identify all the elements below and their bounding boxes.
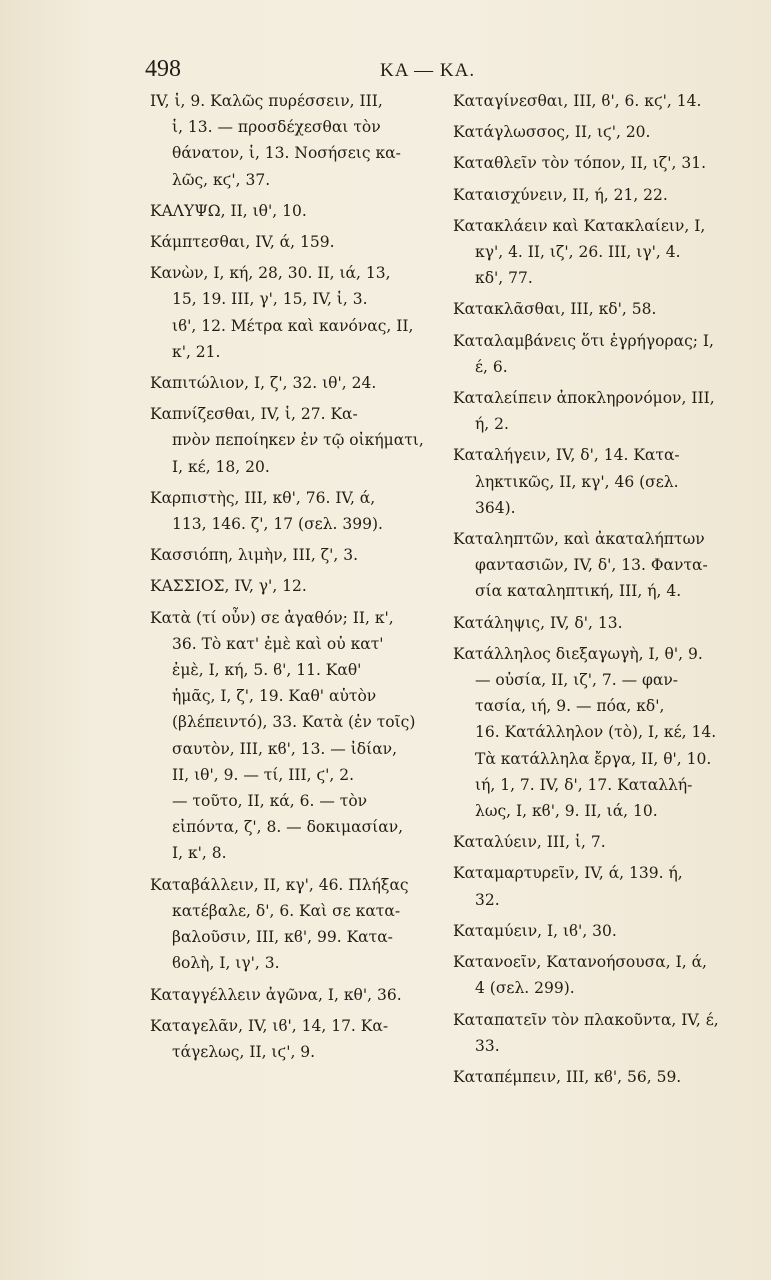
index-entry [453,150,753,176]
index-entry-line: 15, 19. III, γ', 15, IV, ἱ, 3. [172,290,368,309]
index-entry [453,610,753,636]
index-entry-line: ιή, 1, 7. IV, δ', 17. Καταλλή- [475,775,693,794]
running-head: ΚΑ — ΚΑ. [380,60,476,81]
index-entry-line: λως, I, κϐ', 9. II, ιά, 10. [475,802,658,821]
page-header [145,56,745,90]
index-entry-line: Κατάληψις, IV, δ', 13. [453,613,623,632]
index-entry-line: Καταλαμβάνεις ὅτι ἐγρήγορας; I, [453,331,714,350]
index-entry-line: Τὰ κατάλληλα ἔργα, II, θ', 10. [475,749,712,768]
index-entry [150,982,442,1008]
index-entry-line: IV, ἱ, 9. Καλῶς πυρέσσειν, III, [150,92,383,110]
index-entry [150,88,442,193]
index-entry [453,88,753,114]
index-entry-line: 113, 146. ζ', 17 (σελ. 399). [172,515,383,534]
index-entry-line: Καταλήγειν, IV, δ', 14. Κατα- [453,446,680,465]
index-entry [453,296,753,322]
index-entry-line: Καταγίνεσθαι, III, ϐ', 6. κϛ', 14. [453,92,702,110]
index-entry-line: σία καταληπτική, III, ή, 4. [475,582,682,601]
index-entry-line: 4 (σελ. 299). [475,979,575,998]
index-entry-line: κατέβαλε, δ', 6. Καὶ σε κατα- [172,901,401,920]
index-entry-line: 364). [475,498,516,517]
index-entry-line: Καρπιστὴς, III, κθ', 76. IV, ά, [150,488,376,507]
index-entry [150,872,442,977]
index-entry-line: Καταγγέλλειν ἀγῶνα, I, κθ', 36. [150,985,402,1004]
index-entry [150,573,442,599]
index-entry-line: ληκτικῶς, II, κγ', 46 (σελ. [475,472,679,491]
index-entry-line: 33. [475,1036,500,1055]
index-entry-line: σαυτὸν, III, κϐ', 13. — ἰδίαν, [172,739,398,758]
index-entry-line: Καταβάλλειν, II, κγ', 46. Πλήξας [150,875,409,894]
index-column-left [150,88,442,1070]
index-entry-line: ΚΑΛΥΨΩ, II, ιθ', 10. [150,201,307,220]
index-entry [150,485,442,537]
index-entry-line: 16. Κατάλληλον (τὸ), I, κέ, 14. [475,723,717,742]
index-entry-line: I, κ', 8. [172,844,227,863]
index-entry-line: Κατάλληλος διεξαγωγὴ, I, θ', 9. [453,644,703,663]
index-entry [453,526,753,605]
index-entry-line: ή, 2. [475,415,509,434]
index-entry-line: II, ιθ', 9. — τί, III, ϛ', 2. [172,765,355,784]
index-entry-line: κδ', 77. [475,269,533,288]
index-entry [150,605,442,867]
index-entry-line: Καταπατεῖν τὸν πλακοῦντα, IV, έ, [453,1010,719,1029]
index-entry-line: ϐολὴ, I, ιγ', 3. [172,954,280,973]
index-entry-line: Κατάγλωσσος, II, ιϛ', 20. [453,123,651,142]
index-entry-line: Καταλείπειν ἀποκληρονόμον, III, [453,389,715,408]
index-entry-line: ἱ, 13. — προσδέχεσθαι τὸν [172,118,381,137]
index-entry-line: Κατανοεῖν, Κατανοήσουσα, I, ά, [453,953,707,972]
index-entry-line: Καταλύειν, III, ἱ, 7. [453,833,606,852]
index-entry-line: — οὐσία, II, ιζ', 7. — φαν- [475,671,678,690]
index-entry-line: Κατὰ (τί οὖν) σε ἀγαθόν; II, κ', [150,608,394,627]
index-entry-line: τασία, ιή, 9. — πόα, κδ', [475,697,665,716]
index-entry [453,1064,753,1090]
index-column-right [453,88,753,1095]
index-entry-line: κγ', 4. II, ιζ', 26. III, ιγ', 4. [475,243,681,262]
page-number: 498 [145,56,181,82]
index-entry-line: ἐμὲ, I, κή, 5. ϐ', 11. Καθ' [172,661,362,680]
index-entry [150,260,442,365]
index-entry-line: Καπιτώλιον, I, ζ', 32. ιθ', 24. [150,374,377,393]
index-entry [453,385,753,437]
index-entry-line: φαντασιῶν, IV, δ', 13. Φαντα- [475,556,708,575]
index-entry [453,1007,753,1059]
index-entry-line: βαλοῦσιν, III, κϐ', 99. Κατα- [172,928,393,947]
index-entry [453,328,753,380]
index-entry-line: Κατακλάειν καὶ Κατακλαίειν, I, [453,216,706,235]
index-entry [453,918,753,944]
index-entry [453,860,753,912]
index-entry [150,229,442,255]
index-entry [150,198,442,224]
index-entry-line: Κανὼν, I, κή, 28, 30. II, ιά, 13, [150,264,391,283]
index-entry-line: Καταισχύνειν, II, ή, 21, 22. [453,185,668,204]
index-entry-line: τάγελως, II, ιϛ', 9. [172,1042,316,1061]
index-entry-line: Καταθλεῖν τὸν τόπον, II, ιζ', 31. [453,154,707,173]
index-entry-line: Καπνίζεσθαι, IV, ἱ, 27. Κα- [150,405,358,424]
index-entry [453,182,753,208]
index-entry-line: ΚΑΣΣΙΟΣ, IV, γ', 12. [150,577,307,596]
index-entry-line: ιϐ', 12. Μέτρα καὶ κανόνας, II, [172,316,414,335]
index-entry-line: πνὸν πεποίηκεν ἐν τῷ οἰκήματι, [172,431,424,450]
index-entry-line: Κασσιόπη, λιμὴν, III, ζ', 3. [150,546,359,565]
index-entry-line: Καταμαρτυρεῖν, IV, ά, 139. ή, [453,864,683,883]
index-entry-line: — τοῦτο, II, κά, 6. — τὸν [172,792,368,811]
index-entry-line: I, κέ, 18, 20. [172,457,270,476]
index-entry-line: Κατακλᾶσθαι, III, κδ', 58. [453,300,657,319]
index-entry [150,370,442,396]
index-entry-line: κ', 21. [172,342,221,361]
index-entry-line: έ, 6. [475,357,508,376]
index-entry-line: θάνατον, ἱ, 13. Νοσήσεις κα- [172,144,401,163]
index-entry-line: Καταγελᾶν, IV, ιϐ', 14, 17. Κα- [150,1016,389,1035]
index-entry-line: 32. [475,890,500,909]
index-entry-line: (βλέπειντό), 33. Κατὰ (ἐν τοῖς) [172,713,416,732]
index-entry-line: Καταληπτῶν, καὶ ἀκαταλήπτων [453,530,705,549]
index-entry [453,641,753,824]
index-entry-line: λῶς, κϛ', 37. [172,170,271,189]
index-entry [453,119,753,145]
index-entry-line: Καταπέμπειν, III, κϐ', 56, 59. [453,1067,682,1086]
index-entry [453,213,753,292]
index-entry-line: ἡμᾶς, I, ζ', 19. Καθ' αὑτὸν [172,687,377,706]
index-entry [453,949,753,1001]
index-entry-line: Κάμπτεσθαι, IV, ά, 159. [150,233,335,252]
index-entry [150,1013,442,1065]
index-entry-line: Καταμύειν, I, ιϐ', 30. [453,921,617,940]
index-entry [150,542,442,568]
index-entry [150,401,442,480]
index-entry-line: εἰπόντα, ζ', 8. — δοκιμασίαν, [172,818,404,837]
index-entry [453,829,753,855]
index-entry-line: 36. Τὸ κατ' ἐμὲ καὶ οὐ κατ' [172,634,384,653]
index-entry [453,442,753,521]
